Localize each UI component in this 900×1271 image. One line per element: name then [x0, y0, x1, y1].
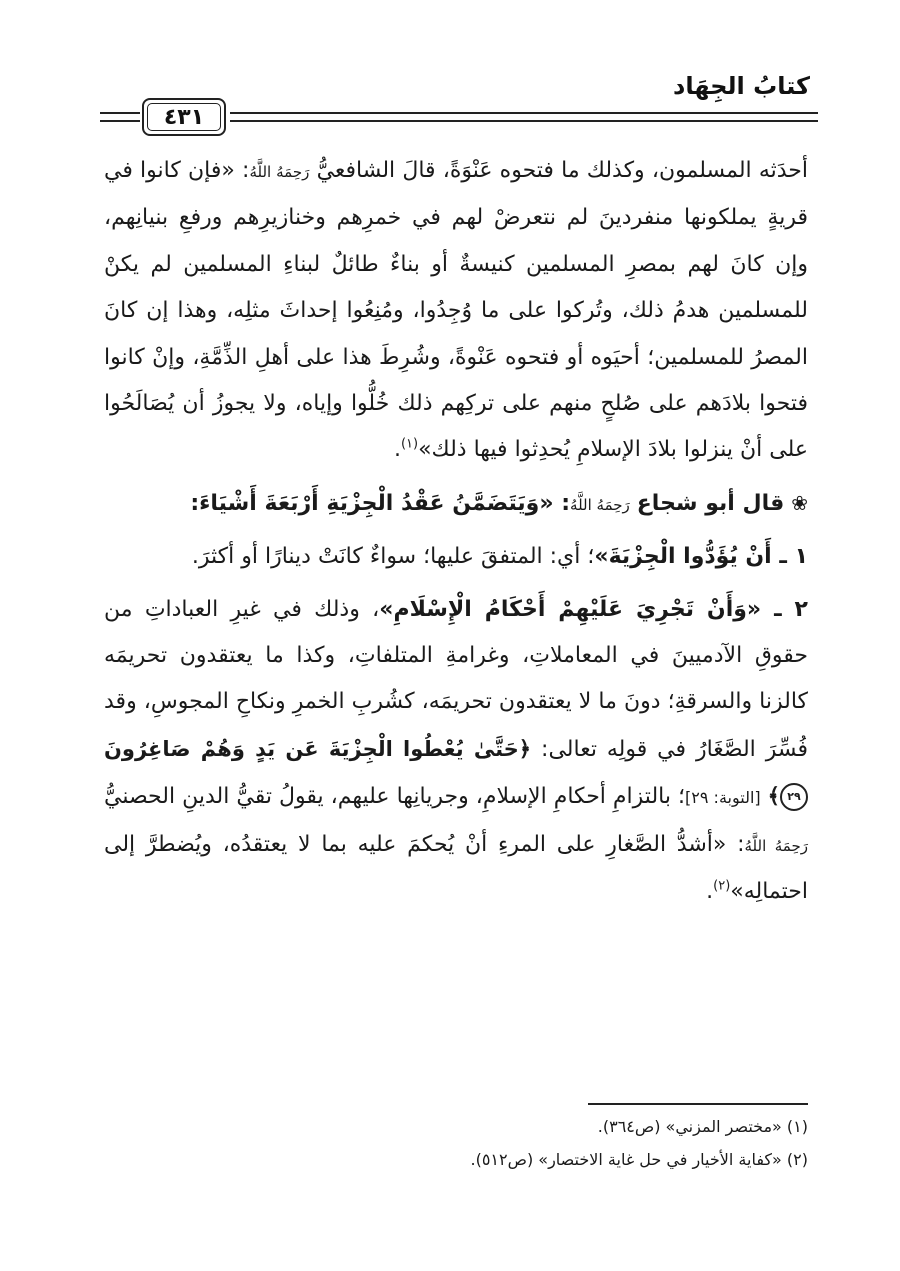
flower-ornament-icon: ❀ [791, 490, 808, 515]
honorific: رَحِمَهُ اللَّهُ [249, 163, 310, 181]
sentence-end: . [393, 437, 401, 463]
matn-text: ١ ـ أَنْ يُؤَدُّوا الْجِزْيَةَ» [594, 544, 808, 570]
quran-verse: ﴿حَتَّىٰ يُعْطُوا الْجِزْيَةَ عَن يَدٍ وَهُمْ صَاغِرُونَ [104, 736, 532, 761]
section-heading [104, 480, 808, 528]
header-rule [230, 112, 818, 114]
sentence-end: . [706, 879, 714, 905]
header-rule [230, 120, 818, 122]
list-item [104, 534, 808, 580]
list-item [104, 587, 808, 916]
honorific: رَحِمَهُ اللَّهُ [570, 495, 630, 514]
text-run: أحدَثه المسلمون، وكذلك ما فتحوه عَنْوَةً، قالَ الشافعيُّ [316, 158, 808, 183]
ayah-number-badge: ٢٩ [780, 783, 808, 811]
matn-text: ٢ ـ «وَأَنْ تَجْرِيَ عَلَيْهِمْ أَحْكَامُ الْإِسْلَامِ» [379, 596, 808, 622]
paragraph [104, 148, 808, 474]
honorific: رَحِمَهُ اللَّهُ [744, 836, 808, 855]
matn-text: : «وَيَتَضَمَّنُ عَقْدُ الْجِزْيَةِ أَرْبَعَةَ أَشْيَاءَ: [190, 490, 571, 516]
footnote-marker: (١) [400, 437, 419, 453]
commentary-text: ؛ بالتزامِ أحكامِ الإسلامِ، وجريانِها عليهم، يقولُ تقيُّ الدينِ الحصنيُّ [104, 784, 685, 810]
footnote: (١) «مختصر المزني» (ص٣٦٤). [597, 1117, 808, 1136]
footnotes [104, 1110, 808, 1176]
verse-reference: [التوبة: ٢٩] [685, 788, 761, 808]
book-title: كتابُ الجِهَاد [673, 72, 810, 100]
page-number: ٤٣١ [163, 104, 205, 130]
page-header [100, 70, 810, 130]
footnote-separator [588, 1103, 808, 1105]
speaker-name: قال أبو شجاع [636, 490, 785, 516]
commentary-text: ؛ أي: المتفقَ عليها؛ سواءٌ كانَتْ دينارًا أو أكثرَ. [191, 544, 595, 570]
footnote: (٢) «كفاية الأخيار في حل غاية الاختصار» (ص٥١٢). [470, 1150, 808, 1169]
main-text [104, 148, 808, 916]
header-rule [100, 112, 140, 114]
header-rule-group [100, 98, 818, 138]
page-number-frame [142, 98, 226, 136]
quote-text: : «أشدُّ الصَّغارِ على المرءِ أنْ يُحكمَ عليه بما لا يعتقدُه، ويُضطرَّ إلى احتمالِه» [104, 831, 808, 905]
quote-text: : «فإن كانوا في قريةٍ يملكونها منفردينَ لم نتعرضْ لهم في خمرِهم وخنازيرِهم ورفعِ بنيانِهم، وإن كانَ لهم بمصرِ المسلمين كنيسةٌ أو بناءٌ طائلٌ لبناءِ المسلمين لم يكنْ للمسلمين هدمُ ذلك، وتُركوا على ما وُجِدُوا، ومُنِعُوا إحداثَ مثلِه، وهذا إن كانَ المصرُ للمسلمين؛ أحيَوه أو فتحوه عَنْوةً، وشُرِطَ هذا على أهلِ الذِّمَّةِ، وإنْ كانوا فتحوا بلادَهم على صُلحٍ منهم على تركِهم ذلك خُلُّوا وإياه، ولا يجوزُ أن يُصَالَحُوا على أنْ ينزلوا بلادَ الإسلامِ يُحدِثوا فيها ذلك» [104, 158, 808, 463]
header-rule [100, 120, 140, 122]
footnote-marker: (٢) [713, 878, 731, 894]
verse-bracket: ﴾ [767, 784, 780, 809]
commentary-text: ، وذلك في غيرِ العباداتِ من حقوقِ الآدميينَ في المعاملاتِ، وغرامةِ المتلفاتِ، وكذا ما يعتقدون تحريمَه كالزنا والسرقةِ؛ دونَ ما لا يعتقدون تحريمَه، كشُربِ الخمرِ ونكاحِ المجوسِ، وقد فُسِّرَ الصَّغَارُ في قولِه تعالى: [104, 596, 808, 762]
